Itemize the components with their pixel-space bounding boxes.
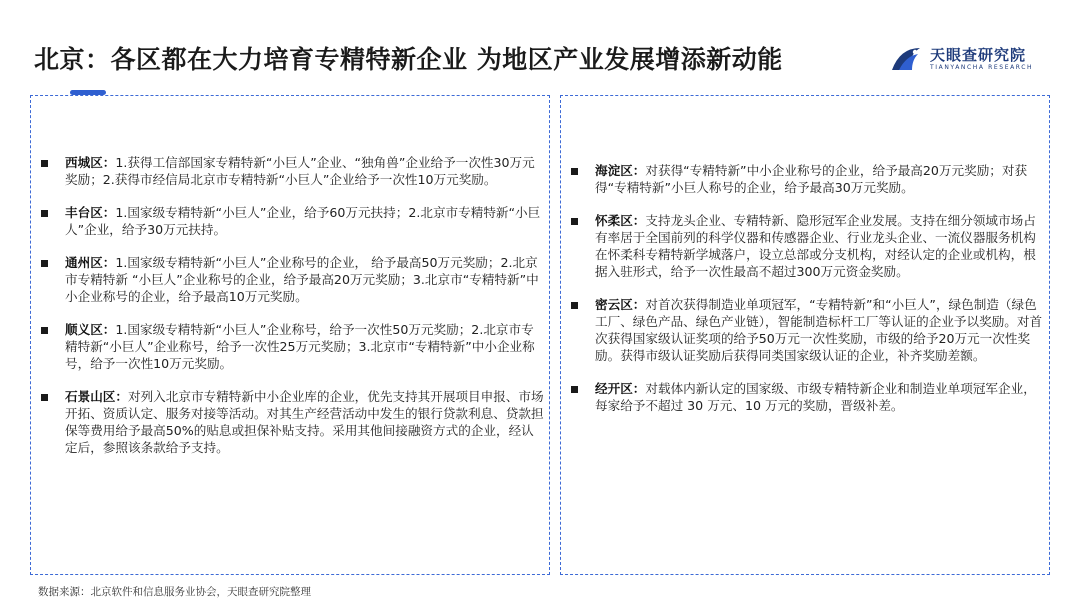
right-policy-list — [571, 162, 1046, 430]
policy-text — [65, 388, 546, 456]
policy-text — [65, 254, 546, 305]
region-name: 石景山区： — [65, 389, 128, 404]
region-name: 经开区： — [595, 381, 646, 396]
square-bullet-icon — [41, 260, 48, 267]
policy-item-huairou — [571, 212, 1046, 280]
policy-item-fengtai — [41, 204, 546, 238]
policy-detail: 1.国家级专精特新“小巨人”企业称号，给予一次性50万元奖励；2.北京市专精特新“小巨人”企业称号，给予一次性25万元奖励；3.北京市“专精特新”中小企业称号，给予一次性10万元奖励。 — [65, 322, 535, 371]
policy-text — [65, 154, 546, 188]
region-name: 怀柔区： — [595, 213, 646, 228]
policy-detail: 1.获得工信部国家专精特新“小巨人”企业、“独角兽”企业给予一次性30万元奖励；2.获得市经信局北京市专精特新“小巨人”企业给予一次性10万元奖励。 — [65, 155, 535, 187]
tianyancha-logo-icon — [890, 44, 924, 74]
square-bullet-icon — [41, 394, 48, 401]
square-bullet-icon — [571, 168, 578, 175]
policy-detail: 对首次获得制造业单项冠军，“专精特新”和“小巨人”，绿色制造（绿色工厂、绿色产品、绿色产业链），智能制造标杆工厂等认证的企业予以奖励。对首次获得国家级认证奖项的给予50万元一次性奖励，市级的给予20万元一次性奖励。获得市级认证奖励后获得同类国家级认证的企业，补齐奖励差额。 — [595, 297, 1043, 363]
square-bullet-icon — [571, 218, 578, 225]
left-policy-panel — [30, 95, 550, 575]
policy-detail: 支持龙头企业、专精特新、隐形冠军企业发展。支持在细分领域市场占有率居于全国前列的科学仪器和传感器企业、行业龙头企业、一流仪器服务机构在怀柔科专精特新学城落户，设立总部或分支机构，对经认定的企业或机构，根据入驻形式，给予一次性最高不超过300万元资金奖励。 — [595, 213, 1036, 279]
region-name: 顺义区： — [65, 322, 116, 337]
logo-name: 天眼查研究院 — [930, 46, 1027, 64]
policy-item-xicheng — [41, 154, 546, 188]
policy-text — [65, 321, 546, 372]
policy-text — [595, 212, 1046, 280]
region-name: 海淀区： — [595, 163, 646, 178]
square-bullet-icon — [41, 210, 48, 217]
page-title: 北京：各区都在大力培育专精特新企业 为地区产业发展增添新动能 — [34, 45, 783, 74]
region-name: 丰台区： — [65, 205, 116, 220]
policy-detail: 1.国家级专精特新“小巨人”企业称号的企业， 给予最高50万元奖励；2.北京市专精特新 “小巨人”企业称号的企业，给予最高20万元奖励；3.北京市“专精特新”中小企业称号的企业，给予最高10万元奖励。 — [65, 255, 539, 304]
square-bullet-icon — [571, 302, 578, 309]
policy-text — [595, 296, 1046, 364]
policy-item-tongzhou — [41, 254, 546, 305]
region-name: 通州区： — [65, 255, 116, 270]
policy-detail: 1.国家级专精特新“小巨人”企业，给予60万元扶持；2.北京市专精特新“小巨人”企业，给予30万元扶持。 — [65, 205, 541, 237]
region-name: 密云区： — [595, 297, 646, 312]
policy-detail: 对获得“专精特新”中小企业称号的企业，给予最高20万元奖励；对获得“专精特新”小巨人称号的企业，给予最高30万元奖励。 — [595, 163, 1028, 195]
policy-detail: 对列入北京市专精特新中小企业库的企业，优先支持其开展项目申报、市场开拓、资质认定、服务对接等活动。对其生产经营活动中发生的银行贷款利息、贷款担保等费用给予最高50%的贴息或担保补贴支持。采用其他间接融资方式的企业，经认定后，参照该条款给予支持。 — [65, 389, 544, 455]
data-source-note: 数据来源：北京软件和信息服务业协会，天眼查研究院整理 — [38, 586, 311, 598]
policy-text — [65, 204, 546, 238]
policy-detail: 对载体内新认定的国家级、市级专精特新企业和制造业单项冠军企业，每家给予不超过 30 万元、10 万元的奖励，晋级补差。 — [595, 381, 1036, 413]
policy-item-miyun — [571, 296, 1046, 364]
policy-item-shunyi — [41, 321, 546, 372]
tianyancha-logo — [890, 42, 1060, 78]
square-bullet-icon — [41, 160, 48, 167]
region-name: 西城区： — [65, 155, 116, 170]
policy-text — [595, 380, 1046, 414]
left-policy-list — [41, 154, 546, 472]
policy-text — [595, 162, 1046, 196]
policy-item-jingkai — [571, 380, 1046, 414]
policy-item-shijingshan — [41, 388, 546, 456]
square-bullet-icon — [41, 327, 48, 334]
square-bullet-icon — [571, 386, 578, 393]
logo-subtitle: TIANYANCHA RESEARCH — [930, 64, 1034, 71]
policy-item-haidian — [571, 162, 1046, 196]
right-policy-panel — [560, 95, 1050, 575]
